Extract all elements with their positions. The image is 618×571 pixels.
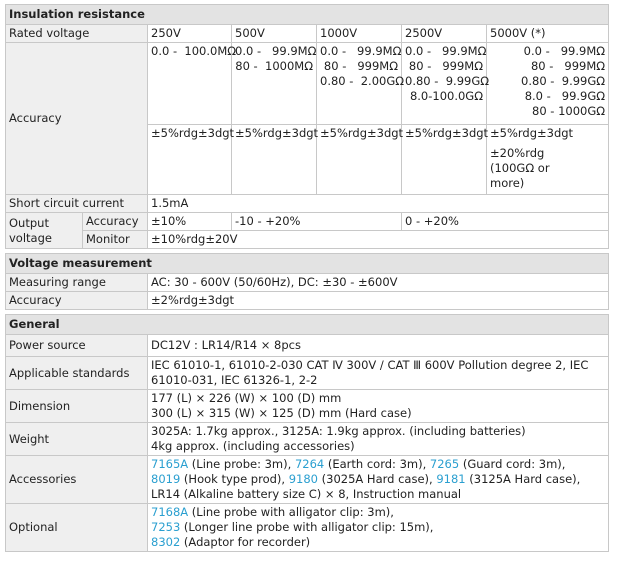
- accessories-tail: LR14 (Alkaline battery size C) × 8, Instruction manual: [151, 487, 462, 501]
- optional-label: Optional: [6, 504, 148, 552]
- accessory-desc: (Hook type prod),: [180, 472, 289, 486]
- accuracy-label: Accuracy: [6, 43, 148, 195]
- accessory-desc: (3125A Hard case),: [465, 472, 584, 486]
- weight-line: 4kg approx. (including accessories): [151, 439, 355, 453]
- optional-desc: (Line probe with alligator clip: 3m),: [188, 505, 394, 519]
- output-accuracy-value: ±10%: [148, 213, 232, 231]
- optional-link-7168a[interactable]: 7168A: [151, 505, 189, 519]
- range-cell-2500: [402, 43, 490, 125]
- optional-value: [148, 504, 609, 552]
- standards-row: [6, 357, 609, 390]
- spec-table: [5, 4, 609, 552]
- voltage-1000: 1000V: [317, 25, 402, 43]
- range-cell-500: [232, 43, 317, 125]
- rated-voltage-label: Rated voltage: [6, 25, 148, 43]
- optional-link-8302[interactable]: 8302: [151, 535, 181, 549]
- range-line: 0.80 - 9.99GΩ: [521, 74, 606, 88]
- range-line: 0.0 - 99.9MΩ: [235, 44, 317, 58]
- power-source-label: Power source: [6, 335, 148, 357]
- accuracy-ranges-row: [6, 43, 609, 125]
- short-circuit-value: 1.5mA: [148, 195, 609, 213]
- voltage-500: 500V: [232, 25, 317, 43]
- optional-row: [6, 504, 609, 552]
- monitor-value: ±10%rdg±20V: [148, 231, 609, 249]
- accuracy-value-1000: ±5%rdg±3dgt: [317, 125, 402, 195]
- range-line: 0.0 - 99.9MΩ: [320, 44, 402, 58]
- accessories-row: [6, 456, 609, 504]
- accessories-value: [148, 456, 609, 504]
- optional-link-7253[interactable]: 7253: [151, 520, 181, 534]
- weight-line: 3025A: 1.7kg approx., 3125A: 1.9kg approx. (including batteries): [151, 424, 526, 438]
- voltage-accuracy-value: ±2%rdg±3dgt: [148, 292, 609, 310]
- accessory-desc: (Line probe: 3m),: [188, 457, 295, 471]
- range-line: 80 - 999MΩ: [323, 59, 398, 73]
- power-source-row: [6, 335, 609, 357]
- short-circuit-label: Short circuit current: [6, 195, 148, 213]
- standards-value: IEC 61010-1, 61010-2-030 CAT Ⅳ 300V / CAT Ⅲ 600V Pollution degree 2, IEC 61010-031, IEC 61326-1, 2-2: [148, 357, 609, 390]
- weight-value: [148, 423, 609, 456]
- accuracy-value-500: ±5%rdg±3dgt: [232, 125, 317, 195]
- accuracy-value-5000: ±5%rdg±3dgt: [490, 126, 574, 140]
- rated-voltage-row: [6, 25, 609, 43]
- optional-line: [151, 505, 605, 520]
- range-line: 8.0-100.0GΩ: [409, 89, 483, 103]
- accessory-desc: (3025A Hard case),: [318, 472, 437, 486]
- voltage-accuracy-row: [6, 292, 609, 310]
- accessories-label: Accessories: [6, 456, 148, 504]
- range-line: 0.80 - 2.00GΩ: [320, 74, 405, 88]
- output-accuracy-row: [6, 213, 609, 231]
- accuracy-value-250: ±5%rdg±3dgt: [148, 125, 232, 195]
- output-accuracy-value: -10 - +20%: [232, 213, 402, 231]
- range-cell-5000: [487, 43, 609, 125]
- range-line: 80 - 999MΩ: [530, 59, 606, 73]
- range-cell-250: [148, 43, 237, 125]
- range-line: 0.0 - 100.0MΩ: [151, 44, 237, 58]
- standards-label: Applicable standards: [6, 357, 148, 390]
- dimension-line: 177 (L) × 226 (W) × 100 (D) mm: [151, 391, 342, 405]
- output-accuracy-value: 0 - +20%: [402, 213, 609, 231]
- optional-desc: (Adaptor for recorder): [180, 535, 311, 549]
- section-heading-voltage: Voltage measurement: [6, 254, 609, 274]
- output-accuracy-label: Accuracy: [83, 213, 148, 231]
- measuring-range-row: [6, 274, 609, 292]
- section-heading-insulation: Insulation resistance: [6, 5, 609, 25]
- optional-desc: (Longer line probe with alligator clip: 15m),: [180, 520, 434, 534]
- dimension-value: [148, 390, 609, 423]
- range-line: 80 - 1000MΩ: [235, 59, 313, 73]
- accuracy-cell-5000: [487, 125, 609, 195]
- accessory-link-7165a[interactable]: 7165A: [151, 457, 189, 471]
- weight-row: [6, 423, 609, 456]
- range-line: 80 - 999MΩ: [408, 59, 483, 73]
- monitor-row: [6, 231, 609, 249]
- section-row-voltage: [6, 254, 609, 274]
- voltage-5000: 5000V (*): [487, 25, 609, 43]
- dimension-line: 300 (L) × 315 (W) × 125 (D) mm (Hard case): [151, 406, 412, 420]
- section-row-insulation: [6, 5, 609, 25]
- accessory-link-8019[interactable]: 8019: [151, 472, 181, 486]
- accessory-desc: (Earth cord: 3m),: [324, 457, 430, 471]
- accessory-link-7265[interactable]: 7265: [429, 457, 460, 471]
- measuring-range-label: Measuring range: [6, 274, 148, 292]
- range-line: 80 - 1000GΩ: [532, 104, 606, 118]
- accessory-link-7264[interactable]: 7264: [294, 457, 325, 471]
- section-heading-general: General: [6, 315, 609, 335]
- measuring-range-value: AC: 30 - 600V (50/60Hz), DC: ±30 - ±600V: [148, 274, 609, 292]
- voltage-accuracy-label: Accuracy: [6, 292, 148, 310]
- accuracy-value-2500: ±5%rdg±3dgt: [402, 125, 487, 195]
- range-cell-1000: [317, 43, 405, 125]
- dimension-label: Dimension: [6, 390, 148, 423]
- accessory-link-9180[interactable]: 9180: [288, 472, 318, 486]
- optional-line: [151, 535, 605, 550]
- short-circuit-row: [6, 195, 609, 213]
- voltage-2500: 2500V: [402, 25, 487, 43]
- weight-label: Weight: [6, 423, 148, 456]
- range-line: 8.0 - 99.9GΩ: [524, 89, 606, 103]
- accessories-line: [151, 457, 605, 472]
- output-voltage-label: Output voltage: [6, 213, 83, 249]
- section-row-general: [6, 315, 609, 335]
- dimension-row: [6, 390, 609, 423]
- range-line: 0.0 - 99.9MΩ: [523, 44, 606, 58]
- monitor-label: Monitor: [83, 231, 148, 249]
- accessories-line: [151, 472, 605, 487]
- range-line: 0.0 - 99.9MΩ: [405, 44, 487, 58]
- accuracy-extra-note: ±20%rdg (100GΩ or more): [490, 146, 550, 190]
- range-line: 0.80 - 9.99GΩ: [405, 74, 490, 88]
- optional-line: [151, 520, 605, 535]
- power-source-value: DC12V : LR14/R14 × 8pcs: [148, 335, 609, 357]
- voltage-250: 250V: [148, 25, 232, 43]
- accessory-desc: (Guard cord: 3m),: [459, 457, 570, 471]
- accessory-link-9181[interactable]: 9181: [436, 472, 466, 486]
